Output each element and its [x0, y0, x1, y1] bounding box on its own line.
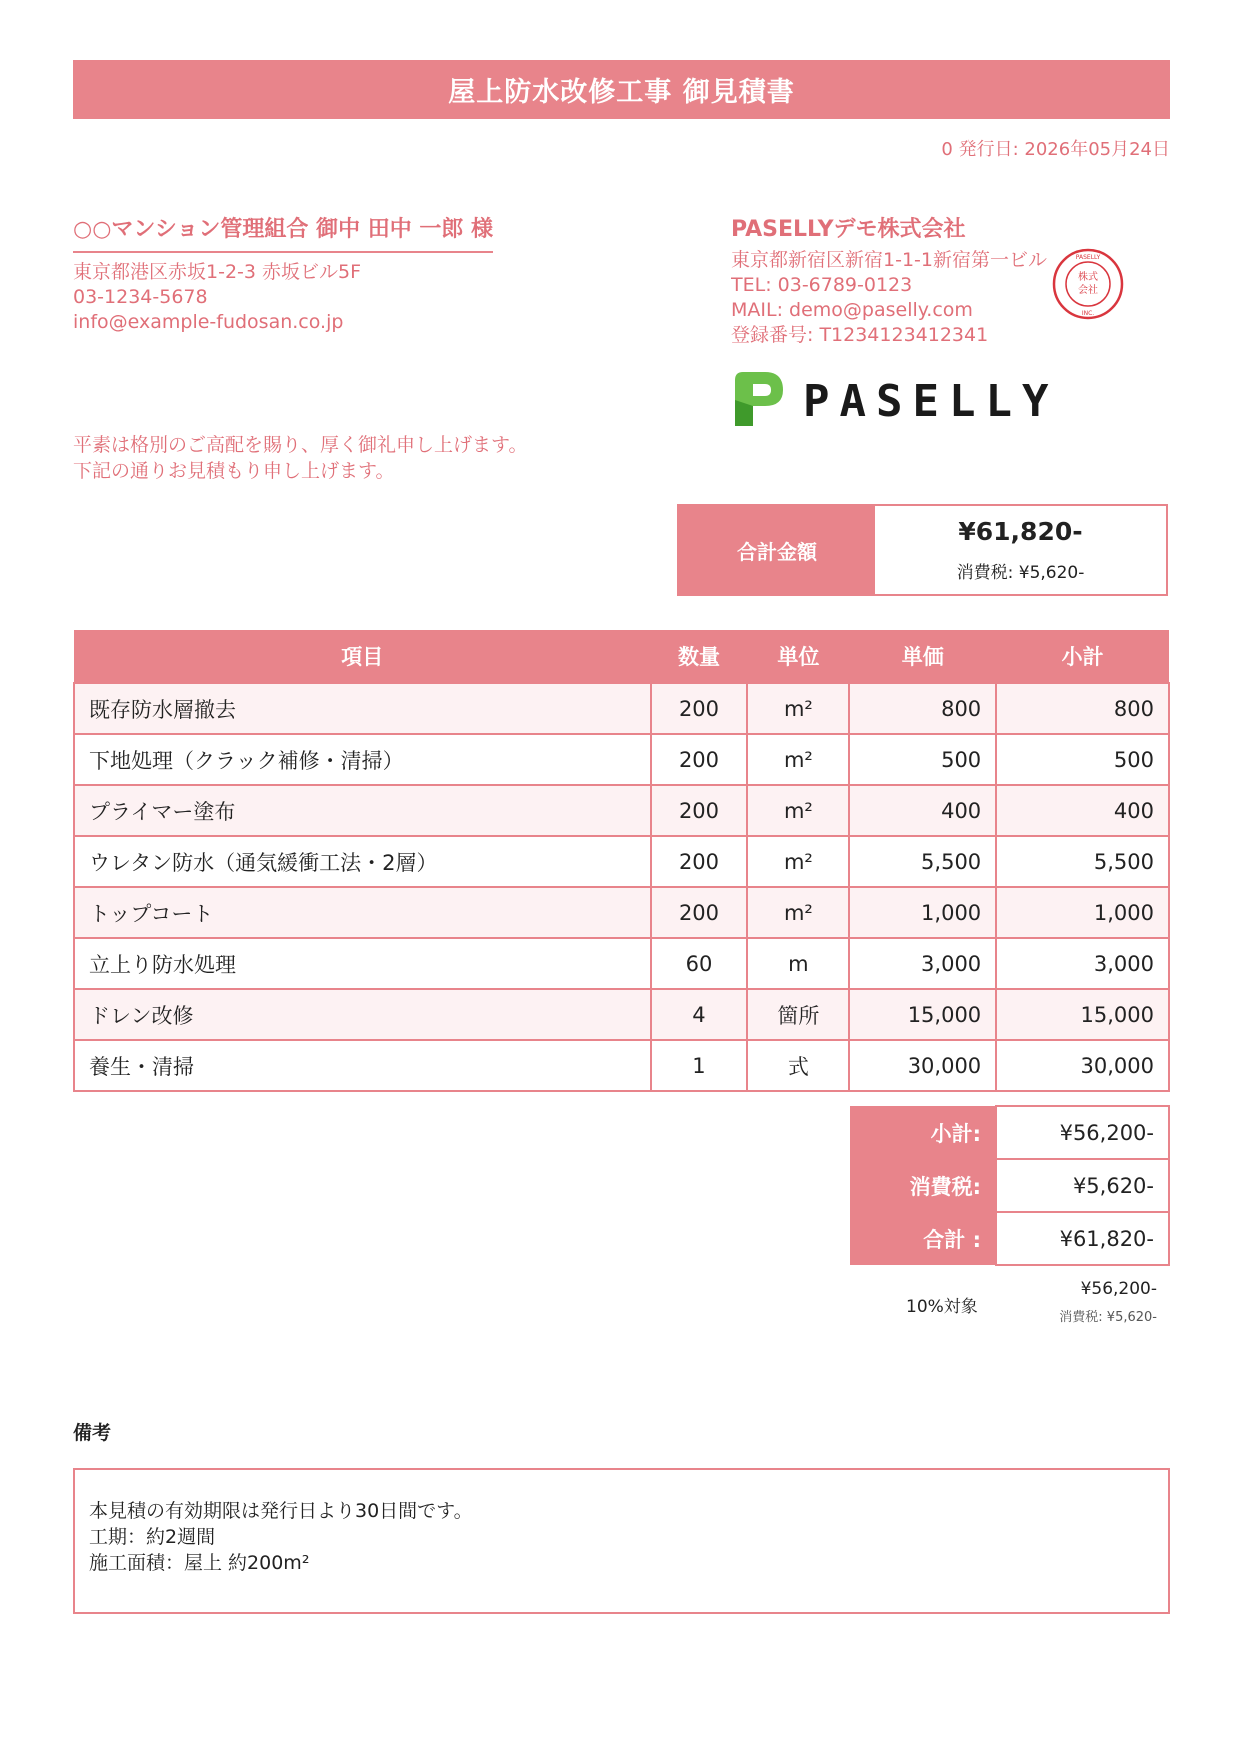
table-row [74, 938, 1169, 989]
paselly-logo-icon [731, 370, 1061, 428]
summary-total-value: ¥61,820- [996, 1212, 1169, 1265]
cell-subtotal: 15,000 [996, 989, 1169, 1040]
cell-item: 既存防水層撤去 [74, 683, 651, 734]
svg-text:INC.: INC. [1081, 310, 1095, 317]
total-amount-box [677, 504, 1168, 596]
cell-item: プライマー塗布 [74, 785, 651, 836]
remarks-box [73, 1468, 1170, 1614]
summary-tax-value: ¥5,620- [996, 1159, 1169, 1212]
cell-subtotal: 30,000 [996, 1040, 1169, 1091]
remarks-title: 備考 [73, 1422, 112, 1444]
table-row [74, 836, 1169, 887]
cell-subtotal: 500 [996, 734, 1169, 785]
tax-base-amount: ¥56,200- [1080, 1279, 1157, 1299]
tax-breakdown-amount: 消費税: ¥5,620- [1059, 1310, 1157, 1325]
summary-tax-row [850, 1159, 1169, 1212]
table-row [74, 683, 1169, 734]
summary-subtotal-label: 小計: [850, 1106, 996, 1159]
cell-unit: 式 [747, 1040, 849, 1091]
cell-qty: 200 [651, 836, 748, 887]
cell-qty: 200 [651, 785, 748, 836]
cell-unit: m² [747, 734, 849, 785]
cell-price: 5,500 [849, 836, 996, 887]
cell-price: 3,000 [849, 938, 996, 989]
summary-total-row [850, 1212, 1169, 1265]
cell-qty: 200 [651, 683, 748, 734]
header-price: 単価 [849, 630, 996, 683]
svg-text:PASELLY: PASELLY [1075, 254, 1101, 261]
total-amount-label: 合計金額 [679, 506, 875, 594]
total-amount-value-area [875, 506, 1166, 594]
cell-qty: 1 [651, 1040, 748, 1091]
cell-price: 500 [849, 734, 996, 785]
remarks-line-1: 本見積の有効期限は発行日より30日間です。 [89, 1500, 473, 1522]
table-header-row [74, 630, 1169, 683]
header-subtotal: 小計 [996, 630, 1169, 683]
company-tel: TEL: 03-6789-0123 [731, 274, 913, 296]
cell-qty: 200 [651, 734, 748, 785]
total-tax: 消費税: ¥5,620- [956, 563, 1085, 583]
cell-subtotal: 800 [996, 683, 1169, 734]
cell-item: 下地処理（クラック補修・清掃） [74, 734, 651, 785]
svg-text:PASELLY: PASELLY [803, 376, 1059, 427]
summary-table [850, 1105, 1170, 1266]
cell-price: 1,000 [849, 887, 996, 938]
header-unit: 単位 [747, 630, 849, 683]
summary-subtotal-value: ¥56,200- [996, 1106, 1169, 1159]
svg-text:会社: 会社 [1078, 285, 1098, 296]
cell-price: 800 [849, 683, 996, 734]
cell-unit: m [747, 938, 849, 989]
client-address: 東京都港区赤坂1-2-3 赤坂ビル5F [73, 261, 362, 283]
cell-price: 15,000 [849, 989, 996, 1040]
header-item: 項目 [74, 630, 651, 683]
company-info [731, 248, 1061, 348]
issue-date: 0 発行日: 2026年05月24日 [941, 139, 1170, 160]
company-seal-icon [1052, 248, 1124, 320]
cell-price: 400 [849, 785, 996, 836]
cell-subtotal: 400 [996, 785, 1169, 836]
cell-unit: m² [747, 785, 849, 836]
cell-unit: m² [747, 887, 849, 938]
table-row [74, 1040, 1169, 1091]
header-qty: 数量 [651, 630, 748, 683]
client-info [73, 260, 361, 335]
cell-item: トップコート [74, 887, 651, 938]
cell-subtotal: 1,000 [996, 887, 1169, 938]
company-mail: MAIL: demo@paselly.com [731, 299, 973, 321]
cell-price: 30,000 [849, 1040, 996, 1091]
greeting-line-1: 平素は格別のご高配を賜り、厚く御礼申し上げます。 [73, 434, 528, 456]
table-row [74, 785, 1169, 836]
cell-subtotal: 3,000 [996, 938, 1169, 989]
summary-total-label: 合計 : [850, 1212, 996, 1265]
document-title: 屋上防水改修工事 御見積書 [73, 60, 1170, 119]
cell-item: 立上り防水処理 [74, 938, 651, 989]
tax-rate-label: 10%対象 [906, 1297, 978, 1317]
total-amount: ¥61,820- [958, 517, 1083, 546]
remarks-line-2: 工期：約2週間 [89, 1526, 216, 1548]
cell-unit: m² [747, 683, 849, 734]
greeting-line-2: 下記の通りお見積もり申し上げます。 [73, 460, 395, 482]
greeting [73, 432, 527, 484]
table-row [74, 734, 1169, 785]
cell-qty: 4 [651, 989, 748, 1040]
line-items-table [73, 630, 1170, 1092]
company-name: PASELLYデモ株式会社 [731, 217, 966, 242]
summary-subtotal-row [850, 1106, 1169, 1159]
cell-qty: 200 [651, 887, 748, 938]
table-row [74, 887, 1169, 938]
svg-text:株式: 株式 [1078, 272, 1098, 283]
cell-item: 養生・清掃 [74, 1040, 651, 1091]
cell-qty: 60 [651, 938, 748, 989]
summary-tax-label: 消費税: [850, 1159, 996, 1212]
client-phone: 03-1234-5678 [73, 286, 208, 308]
company-address: 東京都新宿区新宿1-1-1新宿第一ビル [731, 249, 1047, 271]
client-name: ○○マンション管理組合 御中 田中 一郎 様 [73, 212, 493, 253]
cell-unit: m² [747, 836, 849, 887]
cell-subtotal: 5,500 [996, 836, 1169, 887]
remarks-line-3: 施工面積：屋上 約200m² [89, 1552, 310, 1574]
cell-unit: 箇所 [747, 989, 849, 1040]
client-email: info@example-fudosan.co.jp [73, 311, 344, 333]
cell-item: ドレン改修 [74, 989, 651, 1040]
company-registration: 登録番号: T1234123412341 [731, 324, 989, 346]
cell-item: ウレタン防水（通気緩衝工法・2層） [74, 836, 651, 887]
table-row [74, 989, 1169, 1040]
